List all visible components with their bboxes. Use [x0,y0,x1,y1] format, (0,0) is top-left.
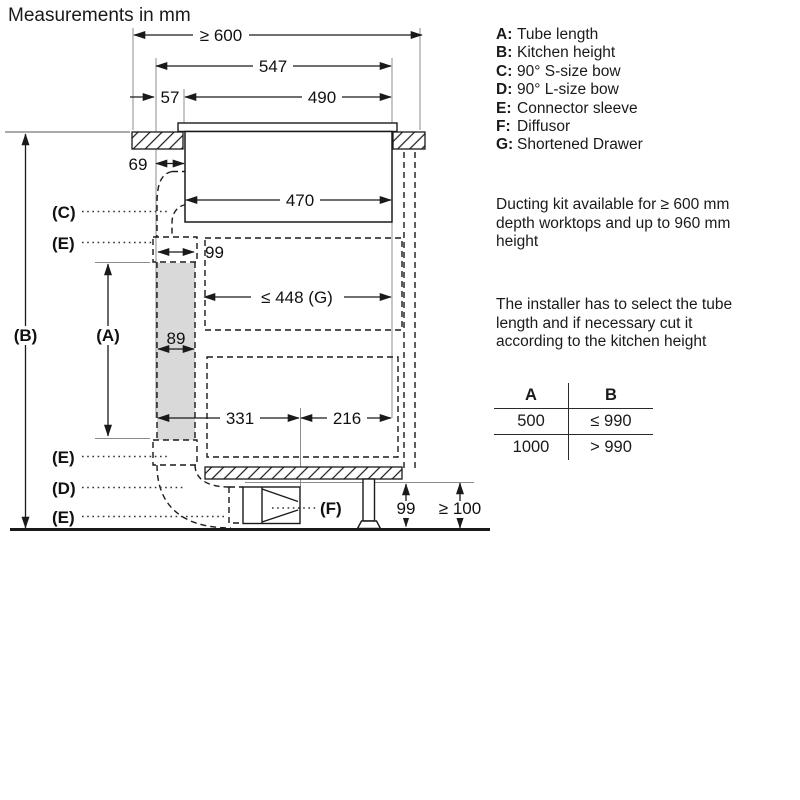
bow-c [157,172,186,238]
adjustable-foot [358,479,381,529]
label-bow-c: (C) [52,203,76,222]
note-installer: The installer has to select the tube length and if necessary cut it according to the kitchen height [496,296,733,350]
dim-cutout-width: 490 [307,88,337,107]
dim-tube-width: 89 [166,329,186,348]
legend-key: E: [496,99,512,117]
dim-hob-width: 547 [258,57,288,76]
structure [10,123,490,530]
table-cell-b: ≤ 990 [569,409,654,435]
dim-body-width: 470 [285,191,315,210]
page-title: Measurements in mm [8,5,191,26]
legend-item-a [496,26,643,44]
table-header-row [494,383,653,409]
cabinet-shelf [205,467,402,479]
worktop-left [132,132,183,149]
dimension-text-backgrounds [11,27,484,518]
legend-key: A: [496,26,513,43]
legend-label: Tube length [517,26,599,43]
table-row [494,435,653,461]
table-cell-a: 500 [494,409,569,435]
shortened-drawer-outline [205,238,402,330]
legend-label: Shortened Drawer [517,136,643,154]
legend-item-e [496,100,643,118]
legend-item-d [496,81,643,99]
label-bow-d: (D) [52,479,76,498]
dimension-lines [26,35,461,528]
label-tube-length: (A) [96,326,120,345]
legend-item-g [496,136,643,154]
legend-item-f [496,118,643,136]
dim-sleeve-width: 99 [205,243,224,262]
label-sleeve-mid: (E) [52,448,75,467]
dim-worktop-depth: ≥ 600 [199,26,243,45]
legend-label: Kitchen height [517,44,616,62]
label-diffusor: (F) [320,499,342,518]
dim-left-span: 331 [225,409,255,428]
legend-key: D: [496,81,513,99]
legend-key: G: [496,136,514,154]
legend-label: 90° L-size bow [517,81,619,99]
dim-plinth-duct-height: 99 [396,499,416,518]
diffusor [243,487,300,524]
dim-plinth-min-height: ≥ 100 [438,499,482,518]
label-sleeve-top: (E) [52,234,75,253]
legend-key: F: [496,118,511,136]
table-cell-b: > 990 [569,435,654,461]
connector-sleeve-bottom [153,440,197,465]
hob-top-plate [178,123,397,132]
dim-front-offset: 57 [160,88,180,107]
legend-label: Connector sleeve [517,99,638,117]
legend [496,26,643,155]
dim-drawer-depth: ≤ 448 (G) [261,288,333,307]
lower-drawer-outline [207,357,398,457]
label-sleeve-bottom: (E) [52,508,75,527]
dim-side-offset: 69 [128,155,148,174]
dim-right-span: 216 [332,409,362,428]
tube-length-table [494,383,653,460]
exhaust-tube [157,263,195,440]
table-row [494,409,653,435]
legend-key: C: [496,62,513,80]
table-header-b: B [569,383,654,409]
connector-sleeve-top [153,237,197,262]
connector-sleeve-plinth [229,487,243,523]
legend-key: B: [496,44,513,62]
legend-label: 90° S-size bow [517,62,621,80]
installation-diagram [0,0,500,560]
table-header-a: A [494,383,569,409]
legend-label: Diffusor [517,118,571,136]
legend-item-c [496,63,643,81]
legend-item-b [496,44,643,62]
worktop-right [393,132,425,149]
note-ducting-kit: Ducting kit available for ≥ 600 mm depth worktops and up to 960 mm height [496,196,731,250]
label-kitchen-height: (B) [13,326,38,345]
table-cell-a: 1000 [512,438,550,456]
